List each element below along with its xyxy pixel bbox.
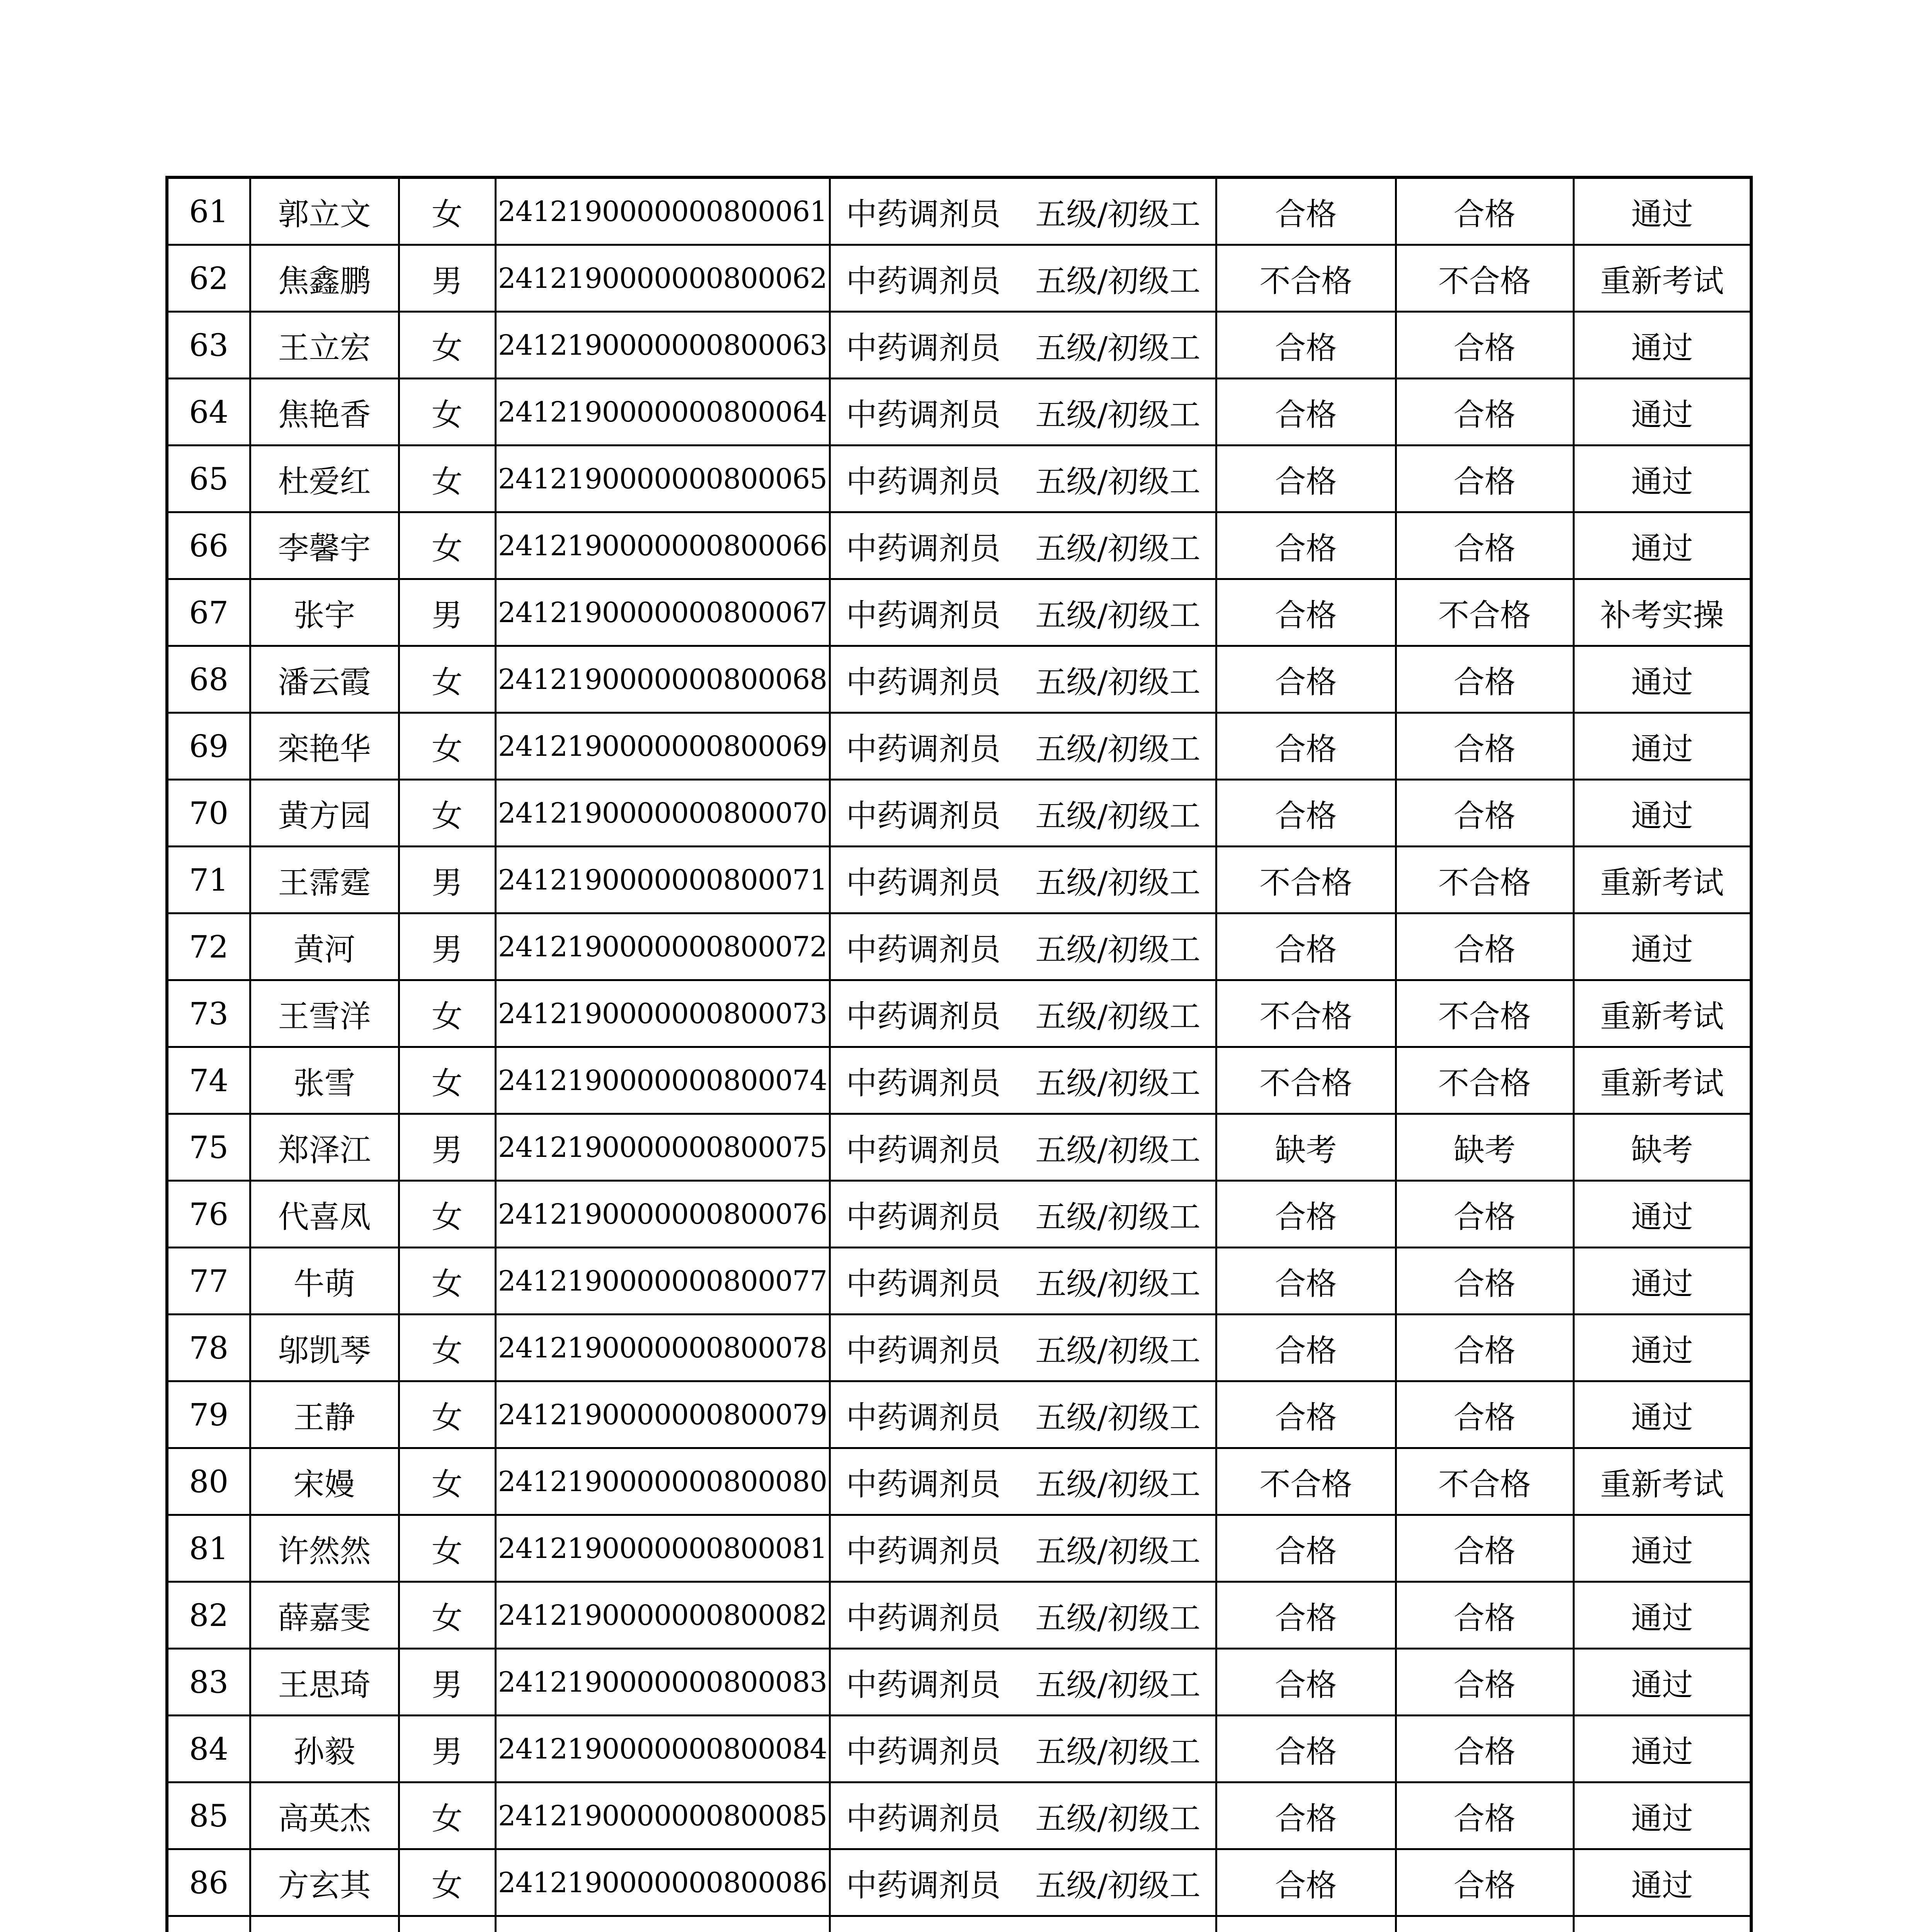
ticket-number: 2412190000000800061	[495, 177, 830, 245]
occupation: 中药调剂员	[846, 396, 1001, 433]
occupation: 中药调剂员	[846, 1800, 1001, 1837]
final-result: 通过	[1573, 1849, 1751, 1916]
practical-result: 不合格	[1396, 1047, 1573, 1114]
practical-result: 合格	[1396, 1649, 1573, 1716]
occupation: 中药调剂员	[846, 1466, 1001, 1502]
row-number: 85	[167, 1782, 250, 1849]
candidate-name: 郭立文	[250, 177, 399, 245]
table-row	[167, 446, 1751, 512]
occupation: 中药调剂员	[846, 597, 1001, 633]
gender: 男	[399, 579, 495, 646]
level: 五级/初级工	[1035, 463, 1201, 500]
occupation: 中药调剂员	[846, 864, 1001, 901]
gender: 女	[399, 646, 495, 713]
gender: 女	[399, 1248, 495, 1315]
occupation-level	[830, 1248, 1216, 1315]
practical-result: 合格	[1396, 1181, 1573, 1248]
gender: 女	[399, 1448, 495, 1515]
ticket-number: 2412190000000800079	[495, 1381, 830, 1448]
ticket-number: 2412190000000800075	[495, 1114, 830, 1181]
occupation-level	[830, 245, 1216, 312]
table-row	[167, 1181, 1751, 1248]
level: 五级/初级工	[1035, 530, 1201, 566]
occupation: 中药调剂员	[846, 1533, 1001, 1569]
occupation: 中药调剂员	[846, 1399, 1001, 1435]
table-row	[167, 847, 1751, 913]
level: 五级/初级工	[1035, 1399, 1201, 1435]
table-row	[167, 1381, 1751, 1448]
occupation: 中药调剂员	[846, 664, 1001, 700]
gender: 女	[399, 1515, 495, 1582]
row-number: 75	[167, 1114, 250, 1181]
occupation-level	[830, 1381, 1216, 1448]
final-result: 补考实操	[1573, 579, 1751, 646]
final-result: 通过	[1573, 780, 1751, 847]
row-number: 70	[167, 780, 250, 847]
candidate-name: 黄方园	[250, 780, 399, 847]
theory-result: 不合格	[1216, 980, 1396, 1047]
table-row	[167, 1515, 1751, 1582]
candidate-name: 郑泽江	[250, 1114, 399, 1181]
candidate-name: 王立宏	[250, 312, 399, 379]
gender: 女	[399, 177, 495, 245]
level: 五级/初级工	[1035, 931, 1201, 968]
ticket-number: 2412190000000800085	[495, 1782, 830, 1849]
ticket-number: 2412190000000800074	[495, 1047, 830, 1114]
table-row	[167, 245, 1751, 312]
final-result: 通过	[1573, 1716, 1751, 1782]
theory-result: 合格	[1216, 913, 1396, 980]
ticket-number: 2412190000000800076	[495, 1181, 830, 1248]
level: 五级/初级工	[1035, 330, 1201, 366]
theory-result: 合格	[1216, 1716, 1396, 1782]
ticket-number: 2412190000000800077	[495, 1248, 830, 1315]
theory-result: 合格	[1216, 1515, 1396, 1582]
gender: 男	[399, 847, 495, 913]
candidate-name: 焦鑫鹏	[250, 245, 399, 312]
final-result: 通过	[1573, 1381, 1751, 1448]
row-number: 61	[167, 177, 250, 245]
practical-result: 合格	[1396, 1515, 1573, 1582]
table-row	[167, 1047, 1751, 1114]
table-row	[167, 512, 1751, 579]
occupation: 中药调剂员	[846, 263, 1001, 299]
occupation-level	[830, 980, 1216, 1047]
theory-result: 合格	[1216, 646, 1396, 713]
table-row	[167, 1782, 1751, 1849]
table-row	[167, 579, 1751, 646]
ticket-number: 2412190000000800070	[495, 780, 830, 847]
final-result: 通过	[1573, 1315, 1751, 1381]
final-result: 重新考试	[1573, 1047, 1751, 1114]
occupation-level	[830, 379, 1216, 446]
occupation-level	[830, 1515, 1216, 1582]
ticket-number: 2412190000000800080	[495, 1448, 830, 1515]
theory-result	[1216, 1916, 1396, 1932]
gender: 女	[399, 446, 495, 512]
table-row	[167, 1849, 1751, 1916]
theory-result: 合格	[1216, 1649, 1396, 1716]
occupation: 中药调剂员	[846, 1132, 1001, 1168]
ticket-number: 2412190000000800071	[495, 847, 830, 913]
table-row	[167, 780, 1751, 847]
final-result: 通过	[1573, 512, 1751, 579]
row-number: 84	[167, 1716, 250, 1782]
practical-result: 合格	[1396, 1248, 1573, 1315]
candidate-name: 栾艳华	[250, 713, 399, 780]
ticket-number: 2412190000000800072	[495, 913, 830, 980]
occupation: 中药调剂员	[846, 1199, 1001, 1235]
final-result: 通过	[1573, 913, 1751, 980]
candidate-name: 宋嫚	[250, 1448, 399, 1515]
level: 五级/初级工	[1035, 1332, 1201, 1369]
occupation: 中药调剂员	[846, 1332, 1001, 1369]
level: 五级/初级工	[1035, 1132, 1201, 1168]
candidate-name: 李馨宇	[250, 512, 399, 579]
level: 五级/初级工	[1035, 1265, 1201, 1302]
level: 五级/初级工	[1035, 664, 1201, 700]
ticket-number: 2412190000000800086	[495, 1849, 830, 1916]
level: 五级/初级工	[1035, 1733, 1201, 1770]
candidate-name: 牛萌	[250, 1248, 399, 1315]
final-result: 通过	[1573, 379, 1751, 446]
row-number: 67	[167, 579, 250, 646]
theory-result: 合格	[1216, 1181, 1396, 1248]
final-result: 通过	[1573, 713, 1751, 780]
candidate-name: 王霈霆	[250, 847, 399, 913]
gender: 男	[399, 913, 495, 980]
level: 五级/初级工	[1035, 1199, 1201, 1235]
level: 五级/初级工	[1035, 263, 1201, 299]
final-result: 重新考试	[1573, 980, 1751, 1047]
candidate-name: 王静	[250, 1381, 399, 1448]
ticket-number: 2412190000000800062	[495, 245, 830, 312]
practical-result: 合格	[1396, 1315, 1573, 1381]
theory-result: 不合格	[1216, 1047, 1396, 1114]
occupation-level	[830, 312, 1216, 379]
candidate-name: 邬凯琴	[250, 1315, 399, 1381]
practical-result	[1396, 1916, 1573, 1932]
theory-result: 合格	[1216, 512, 1396, 579]
level: 五级/初级工	[1035, 998, 1201, 1034]
occupation: 中药调剂员	[846, 998, 1001, 1034]
practical-result: 合格	[1396, 446, 1573, 512]
row-number: 66	[167, 512, 250, 579]
occupation-level	[830, 1315, 1216, 1381]
theory-result: 合格	[1216, 713, 1396, 780]
candidate-name: 潘云霞	[250, 646, 399, 713]
practical-result: 合格	[1396, 512, 1573, 579]
candidate-name: 代喜凤	[250, 1181, 399, 1248]
row-number: 81	[167, 1515, 250, 1582]
practical-result: 缺考	[1396, 1114, 1573, 1181]
occupation-level	[830, 177, 1216, 245]
occupation: 中药调剂员	[846, 1667, 1001, 1703]
occupation-level	[830, 713, 1216, 780]
table-row	[167, 1448, 1751, 1515]
final-result: 重新考试	[1573, 847, 1751, 913]
theory-result: 合格	[1216, 780, 1396, 847]
ticket-number: 2412190000000800081	[495, 1515, 830, 1582]
occupation-level	[830, 847, 1216, 913]
occupation: 中药调剂员	[846, 931, 1001, 968]
candidate-name: 薛嘉雯	[250, 1582, 399, 1649]
row-number: 83	[167, 1649, 250, 1716]
occupation: 中药调剂员	[846, 1867, 1001, 1903]
occupation: 中药调剂员	[846, 1065, 1001, 1101]
occupation: 中药调剂员	[846, 1733, 1001, 1770]
row-number: 73	[167, 980, 250, 1047]
theory-result: 合格	[1216, 1315, 1396, 1381]
table-row	[167, 646, 1751, 713]
gender: 男	[399, 1114, 495, 1181]
practical-result: 合格	[1396, 1381, 1573, 1448]
level: 五级/初级工	[1035, 1533, 1201, 1569]
occupation-level	[830, 1114, 1216, 1181]
table-row	[167, 312, 1751, 379]
gender: 女	[399, 1381, 495, 1448]
gender: 女	[399, 1582, 495, 1649]
final-result: 通过	[1573, 312, 1751, 379]
level: 五级/初级工	[1035, 597, 1201, 633]
ticket-number: 2412190000000800078	[495, 1315, 830, 1381]
ticket-number: 2412190000000800083	[495, 1649, 830, 1716]
ticket-number: 2412190000000800069	[495, 713, 830, 780]
results-table	[165, 176, 1753, 1932]
occupation-level	[830, 1716, 1216, 1782]
final-result: 重新考试	[1573, 245, 1751, 312]
theory-result: 合格	[1216, 379, 1396, 446]
candidate-name: 黄河	[250, 913, 399, 980]
level: 五级/初级工	[1035, 196, 1201, 232]
theory-result: 合格	[1216, 1849, 1396, 1916]
gender: 女	[399, 312, 495, 379]
theory-result: 合格	[1216, 1381, 1396, 1448]
candidate-name: 王思琦	[250, 1649, 399, 1716]
final-result	[1573, 1916, 1751, 1932]
ticket-number	[495, 1916, 830, 1932]
occupation-level	[830, 1047, 1216, 1114]
table-row	[167, 1315, 1751, 1381]
practical-result: 合格	[1396, 379, 1573, 446]
practical-result: 合格	[1396, 646, 1573, 713]
gender: 女	[399, 1782, 495, 1849]
ticket-number: 2412190000000800084	[495, 1716, 830, 1782]
row-number: 64	[167, 379, 250, 446]
final-result: 通过	[1573, 1181, 1751, 1248]
row-number: 65	[167, 446, 250, 512]
level: 五级/初级工	[1035, 864, 1201, 901]
table-row	[167, 379, 1751, 446]
final-result: 通过	[1573, 446, 1751, 512]
ticket-number: 2412190000000800063	[495, 312, 830, 379]
occupation-level	[830, 1849, 1216, 1916]
occupation-level	[830, 1916, 1216, 1932]
practical-result: 不合格	[1396, 245, 1573, 312]
gender: 男	[399, 1716, 495, 1782]
level: 五级/初级工	[1035, 1800, 1201, 1837]
occupation-level	[830, 1582, 1216, 1649]
candidate-name: 孙毅	[250, 1716, 399, 1782]
occupation-level	[830, 1448, 1216, 1515]
occupation: 中药调剂员	[846, 798, 1001, 834]
occupation-level	[830, 646, 1216, 713]
level: 五级/初级工	[1035, 798, 1201, 834]
level: 五级/初级工	[1035, 1867, 1201, 1903]
table-row	[167, 1916, 1751, 1932]
candidate-name: 焦艳香	[250, 379, 399, 446]
candidate-name	[250, 1916, 399, 1932]
gender: 女	[399, 1181, 495, 1248]
candidate-name: 方玄其	[250, 1849, 399, 1916]
table-row	[167, 713, 1751, 780]
ticket-number: 2412190000000800067	[495, 579, 830, 646]
ticket-number: 2412190000000800065	[495, 446, 830, 512]
gender: 女	[399, 780, 495, 847]
gender: 女	[399, 1315, 495, 1381]
table-row	[167, 1114, 1751, 1181]
final-result: 通过	[1573, 1582, 1751, 1649]
practical-result: 合格	[1396, 177, 1573, 245]
table-row	[167, 1716, 1751, 1782]
table-row	[167, 1582, 1751, 1649]
table-row	[167, 980, 1751, 1047]
occupation: 中药调剂员	[846, 463, 1001, 500]
row-number: 78	[167, 1315, 250, 1381]
row-number: 62	[167, 245, 250, 312]
theory-result: 不合格	[1216, 245, 1396, 312]
row-number: 77	[167, 1248, 250, 1315]
level: 五级/初级工	[1035, 1065, 1201, 1101]
practical-result: 合格	[1396, 780, 1573, 847]
level: 五级/初级工	[1035, 1667, 1201, 1703]
ticket-number: 2412190000000800064	[495, 379, 830, 446]
candidate-name: 许然然	[250, 1515, 399, 1582]
theory-result: 合格	[1216, 1248, 1396, 1315]
occupation: 中药调剂员	[846, 1265, 1001, 1302]
occupation-level	[830, 1782, 1216, 1849]
practical-result: 合格	[1396, 1582, 1573, 1649]
row-number: 76	[167, 1181, 250, 1248]
level: 五级/初级工	[1035, 731, 1201, 767]
final-result: 通过	[1573, 1782, 1751, 1849]
final-result: 重新考试	[1573, 1448, 1751, 1515]
final-result: 缺考	[1573, 1114, 1751, 1181]
row-number: 69	[167, 713, 250, 780]
gender: 女	[399, 379, 495, 446]
occupation: 中药调剂员	[846, 1600, 1001, 1636]
practical-result: 合格	[1396, 1849, 1573, 1916]
candidate-name: 杜爱红	[250, 446, 399, 512]
practical-result: 合格	[1396, 1716, 1573, 1782]
gender	[399, 1916, 495, 1932]
table-body	[167, 177, 1751, 1932]
final-result: 通过	[1573, 1649, 1751, 1716]
row-number: 63	[167, 312, 250, 379]
occupation: 中药调剂员	[846, 530, 1001, 566]
theory-result: 合格	[1216, 177, 1396, 245]
gender: 女	[399, 1047, 495, 1114]
theory-result: 合格	[1216, 1582, 1396, 1649]
row-number: 72	[167, 913, 250, 980]
table-row	[167, 1248, 1751, 1315]
final-result: 通过	[1573, 1515, 1751, 1582]
row-number: 74	[167, 1047, 250, 1114]
level: 五级/初级工	[1035, 396, 1201, 433]
gender: 女	[399, 1849, 495, 1916]
final-result: 通过	[1573, 1248, 1751, 1315]
row-number: 80	[167, 1448, 250, 1515]
practical-result: 不合格	[1396, 1448, 1573, 1515]
occupation-level	[830, 913, 1216, 980]
theory-result: 合格	[1216, 312, 1396, 379]
practical-result: 合格	[1396, 713, 1573, 780]
occupation-level	[830, 780, 1216, 847]
row-number: 86	[167, 1849, 250, 1916]
occupation: 中药调剂员	[846, 196, 1001, 232]
occupation-level	[830, 446, 1216, 512]
practical-result: 合格	[1396, 913, 1573, 980]
practical-result: 不合格	[1396, 980, 1573, 1047]
theory-result: 合格	[1216, 579, 1396, 646]
table-row	[167, 1649, 1751, 1716]
occupation: 中药调剂员	[846, 731, 1001, 767]
ticket-number: 2412190000000800073	[495, 980, 830, 1047]
gender: 男	[399, 1649, 495, 1716]
gender: 女	[399, 980, 495, 1047]
occupation-level	[830, 1649, 1216, 1716]
row-number	[167, 1916, 250, 1932]
row-number: 82	[167, 1582, 250, 1649]
occupation-level	[830, 579, 1216, 646]
table-row	[167, 177, 1751, 245]
level: 五级/初级工	[1035, 1466, 1201, 1502]
row-number: 68	[167, 646, 250, 713]
gender: 女	[399, 713, 495, 780]
ticket-number: 2412190000000800068	[495, 646, 830, 713]
theory-result: 缺考	[1216, 1114, 1396, 1181]
gender: 女	[399, 512, 495, 579]
candidate-name: 张雪	[250, 1047, 399, 1114]
row-number: 71	[167, 847, 250, 913]
level: 五级/初级工	[1035, 1600, 1201, 1636]
candidate-name: 王雪洋	[250, 980, 399, 1047]
occupation-level	[830, 1181, 1216, 1248]
theory-result: 合格	[1216, 1782, 1396, 1849]
row-number: 79	[167, 1381, 250, 1448]
theory-result: 合格	[1216, 446, 1396, 512]
ticket-number: 2412190000000800066	[495, 512, 830, 579]
practical-result: 合格	[1396, 1782, 1573, 1849]
table-row	[167, 913, 1751, 980]
gender: 男	[399, 245, 495, 312]
candidate-name: 高英杰	[250, 1782, 399, 1849]
practical-result: 不合格	[1396, 579, 1573, 646]
candidate-name: 张宇	[250, 579, 399, 646]
theory-result: 不合格	[1216, 1448, 1396, 1515]
final-result: 通过	[1573, 177, 1751, 245]
occupation-level	[830, 512, 1216, 579]
practical-result: 不合格	[1396, 847, 1573, 913]
practical-result: 合格	[1396, 312, 1573, 379]
theory-result: 不合格	[1216, 847, 1396, 913]
ticket-number: 2412190000000800082	[495, 1582, 830, 1649]
occupation: 中药调剂员	[846, 330, 1001, 366]
final-result: 通过	[1573, 646, 1751, 713]
